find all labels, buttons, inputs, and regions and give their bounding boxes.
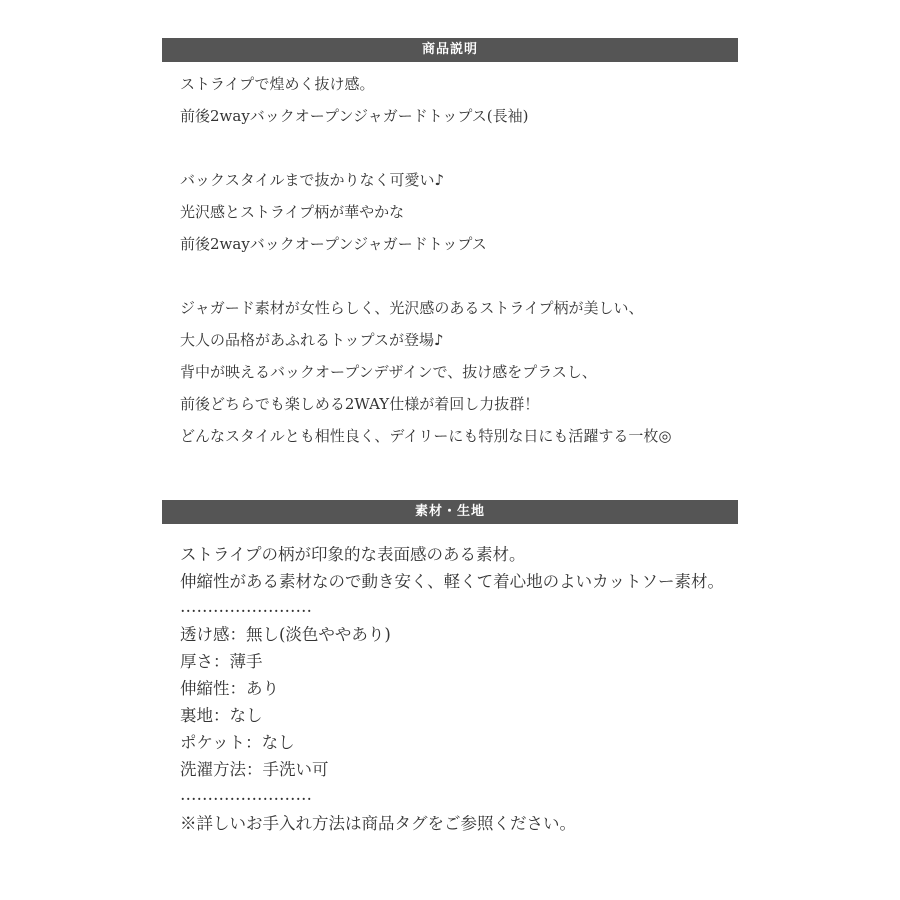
dotted-divider: …………………… [180, 785, 312, 804]
description-line: 前後2wayバックオープンジャガードトップス(長袖) [180, 107, 529, 125]
description-line: ストライプで煌めく抜け感。 [180, 75, 375, 93]
spec-see-through: 透け感：無し(淡色ややあり) [180, 625, 391, 644]
material-line: ストライプの柄が印象的な表面感のある素材。 [180, 545, 526, 564]
dotted-divider: …………………… [180, 597, 312, 616]
description-line: 前後どちらでも楽しめる2WAY仕様が着回し力抜群！ [180, 395, 540, 413]
description-line: どんなスタイルとも相性良く、デイリーにも特別な日にも活躍する一枚◎ [180, 427, 672, 445]
description-line: 背中が映えるバックオープンデザインで、抜け感をプラスし、 [180, 363, 597, 381]
section-header-material-fabric: 素材・生地 [162, 500, 738, 524]
spec-pocket: ポケット：なし [180, 733, 295, 752]
description-line: 光沢感とストライプ柄が華やかな [180, 203, 405, 221]
material-line: 伸縮性がある素材なので動き安く、軽くて着心地のよいカットソー素材。 [180, 572, 725, 591]
spec-washing: 洗濯方法：手洗い可 [180, 760, 329, 779]
description-line: 前後2wayバックオープンジャガードトップス [180, 235, 487, 253]
description-line: 大人の品格があふれるトップスが登場♪ [180, 331, 444, 349]
description-line: ジャガード素材が女性らしく、光沢感のあるストライプ柄が美しい、 [180, 299, 644, 317]
care-note: ※詳しいお手入れ方法は商品タグをご参照ください。 [180, 814, 576, 833]
spec-thickness: 厚さ：薄手 [180, 652, 263, 671]
spec-lining: 裏地：なし [180, 706, 263, 725]
description-line: バックスタイルまで抜かりなく可愛い♪ [180, 171, 445, 189]
spec-stretch: 伸縮性：あり [180, 679, 279, 698]
section-header-product-description: 商品説明 [162, 38, 738, 62]
